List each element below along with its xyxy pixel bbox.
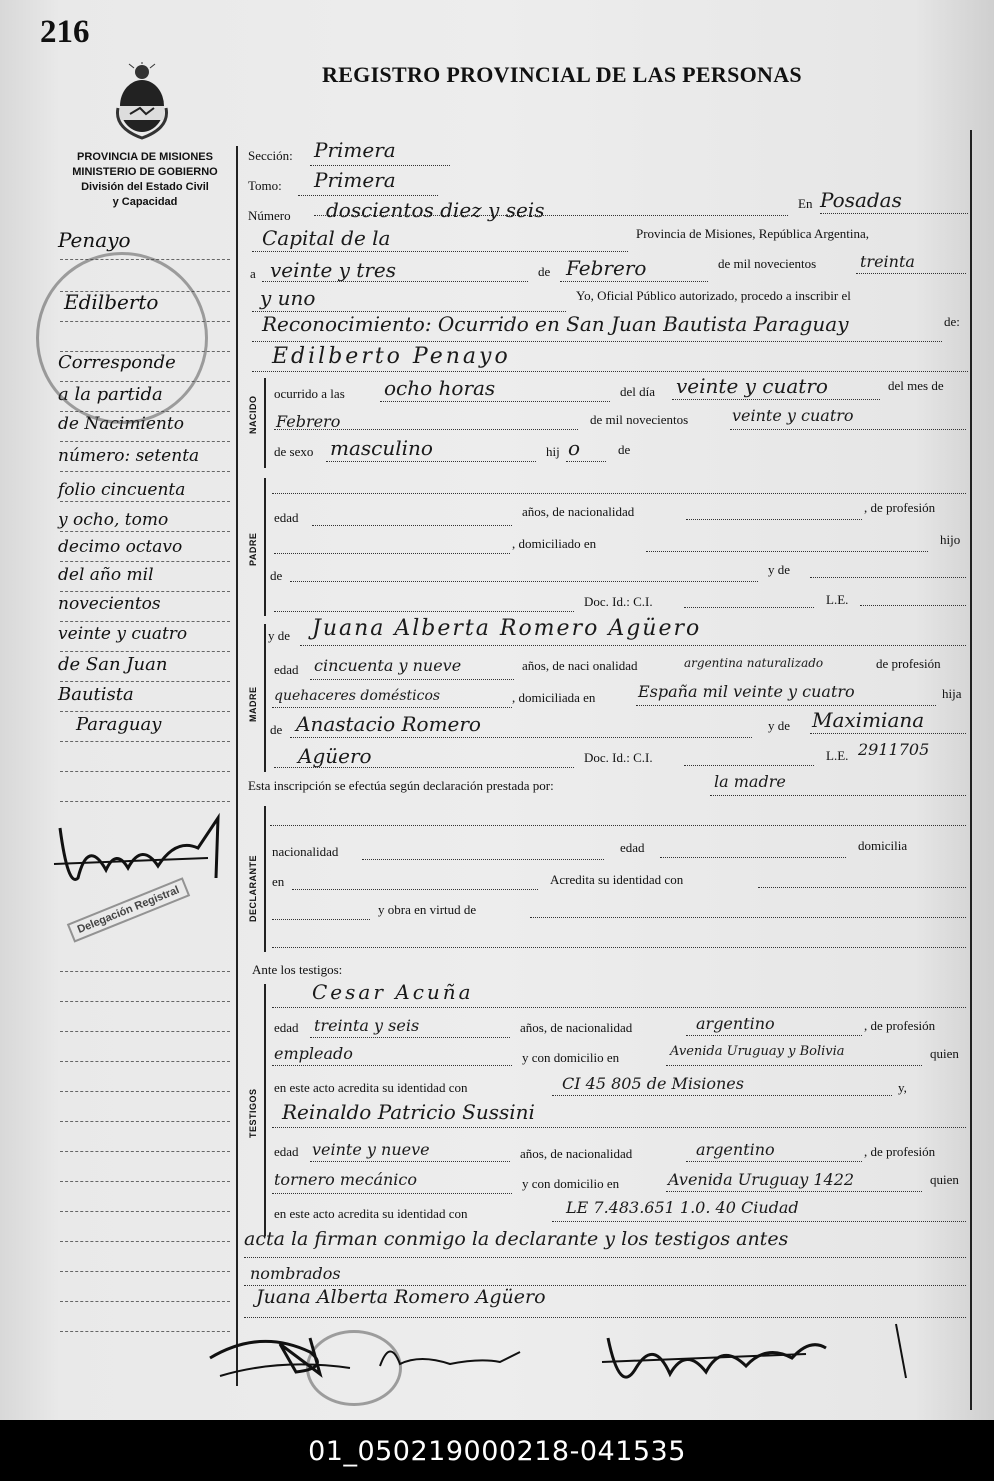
- nacido-de-label: de: [618, 442, 631, 457]
- right-border: [970, 130, 972, 1410]
- section-border: [264, 624, 266, 772]
- nombre-value: Edilberto Penayo: [272, 344, 511, 369]
- padre-le-label: L.E.: [826, 592, 849, 607]
- hijo-label: hij: [546, 444, 560, 459]
- testigo2-edad: veinte y nueve: [312, 1140, 430, 1159]
- margin-note-line: a la partida: [58, 384, 163, 405]
- testigo1-profesion-label: , de profesión: [864, 1018, 936, 1033]
- registry-title: REGISTRO PROVINCIAL DE LAS PERSONAS: [322, 62, 802, 87]
- official-signature: [596, 1318, 916, 1398]
- section-border: [264, 378, 266, 468]
- madre-edad-label: edad: [274, 662, 299, 677]
- margin-note-line: Edilberto: [64, 290, 159, 314]
- declarante-edad-label: edad: [620, 840, 645, 855]
- seccion-value: Primera: [314, 138, 396, 162]
- testigo1-edad-label: edad: [274, 1020, 299, 1035]
- testigos-side-label: TESTIGOS: [248, 1088, 258, 1138]
- testigo1-profesion: empleado: [274, 1044, 353, 1063]
- en-label: En: [798, 196, 813, 211]
- madre-side-label: MADRE: [248, 686, 258, 722]
- margin-note-line: folio cincuenta: [58, 480, 186, 500]
- testigo2-identidad: LE 7.483.651 1.0. 40 Ciudad: [566, 1198, 799, 1217]
- padre-side-label: PADRE: [248, 532, 258, 566]
- testigo2-domicilio: Avenida Uruguay 1422: [668, 1170, 855, 1189]
- testigo2-profesion: tornero mecánico: [274, 1170, 418, 1189]
- office-line: PROVINCIA DE MISIONES: [77, 151, 213, 163]
- ocurrido-label: ocurrido a las: [274, 386, 345, 401]
- padre-profesion-label: , de profesión: [864, 500, 936, 515]
- margin-note-line: veinte y cuatro: [58, 624, 188, 644]
- madre-edad-value: cincuenta y nueve: [314, 656, 462, 675]
- testigo1-edad: treinta y seis: [314, 1016, 420, 1035]
- anio-text: de mil novecientos: [718, 256, 817, 271]
- nacido-mes-value: Febrero: [276, 412, 341, 431]
- del-dia-label: del día: [620, 384, 656, 399]
- madre-anios-label: años, de naci onalidad: [522, 658, 638, 673]
- declarante-en-label: en: [272, 874, 285, 889]
- padre-domiciliado-label: , domiciliado en: [512, 536, 597, 551]
- de-colon: de:: [944, 314, 960, 329]
- abuela-value: Maximiana: [812, 708, 925, 732]
- cierre-linea-1: acta la firman conmigo la declarante y los testigos antes: [244, 1228, 789, 1250]
- provincia-text: Provincia de Misiones, República Argentina,: [636, 226, 869, 241]
- en-value: Posadas: [820, 188, 902, 212]
- testigo1-domicilio: Avenida Uruguay y Bolivia: [670, 1044, 845, 1059]
- declaracion-text: Esta inscripción se efectúa según declaración prestada por:: [248, 778, 554, 793]
- witness-signature: [200, 1318, 540, 1394]
- oficial-text: Yo, Oficial Público autorizado, procedo a inscribir el: [576, 288, 851, 303]
- padre-de-label: de: [270, 568, 283, 583]
- sexo-value: masculino: [330, 436, 433, 460]
- nacido-anio-value: veinte y cuatro: [732, 406, 854, 425]
- abuela-value-cont: Agüero: [298, 744, 372, 768]
- anio-value: treinta: [860, 252, 915, 271]
- testigo1-anios-label: años, de nacionalidad: [520, 1020, 633, 1035]
- mes-value: Febrero: [566, 256, 647, 280]
- seccion-label: Sección:: [248, 148, 293, 163]
- testigo2-nacionalidad: argentino: [696, 1140, 775, 1159]
- testigo2-profesion-label: , de profesión: [864, 1144, 936, 1159]
- nacido-side-label: NACIDO: [248, 395, 258, 434]
- coat-of-arms-icon: [112, 62, 172, 142]
- madre-de-label: de: [270, 722, 283, 737]
- margin-signature: [48, 808, 228, 898]
- margin-note-line: y ocho, tomo: [58, 510, 169, 530]
- testigo2-edad-label: edad: [274, 1144, 299, 1159]
- padre-edad-label: edad: [274, 510, 299, 525]
- sexo-label: de sexo: [274, 444, 314, 459]
- office-line: División del Estado Civil: [81, 181, 209, 193]
- margin-note-line: Penayo: [58, 228, 131, 252]
- margin-note-line: número: setenta: [58, 446, 200, 466]
- madre-hija-label: hija: [942, 686, 962, 701]
- testigo1-quien-label: quien: [930, 1046, 959, 1061]
- office-block: [50, 150, 240, 210]
- declarante-side-label: DECLARANTE: [248, 855, 258, 922]
- madre-profesion-label: de profesión: [876, 656, 941, 671]
- official-stamp: [36, 252, 208, 424]
- page-number: 216: [40, 14, 90, 50]
- testigo2-quien-label: quien: [930, 1172, 959, 1187]
- margin-note-line: Corresponde: [58, 352, 176, 373]
- testigo2-acredita-label: en este acto acredita su identidad con: [274, 1206, 468, 1221]
- testigo2-anios-label: años, de nacionalidad: [520, 1146, 633, 1161]
- margin-note-line: de Nacimiento: [58, 414, 184, 434]
- madre-domicilio-value: España mil veinte y cuatro: [638, 682, 855, 701]
- testigo2-domicilio-label: y con domicilio en: [522, 1176, 620, 1191]
- testigo1-nacionalidad: argentino: [696, 1014, 775, 1033]
- hora-value: ocho horas: [384, 376, 496, 400]
- numero-label: Número: [248, 208, 291, 223]
- de-label: de: [538, 264, 551, 279]
- testigo1-nombre: Cesar Acuña: [312, 980, 474, 1004]
- margin-note-line: del año mil: [58, 565, 154, 585]
- abuelo-value: Anastacio Romero: [296, 712, 481, 736]
- madre-doc-label: Doc. Id.: C.I.: [584, 750, 653, 765]
- padre-y-de-label: y de: [768, 562, 791, 577]
- madre-le-value: 2911705: [858, 740, 930, 759]
- acto-value: Reconocimiento: Ocurrido en San Juan Bautista Paraguay: [262, 312, 849, 336]
- margin-note-line: de San Juan: [58, 654, 168, 675]
- madre-y-de-label2: y de: [768, 718, 791, 733]
- declaracion-value: la madre: [714, 772, 786, 791]
- madre-nacionalidad-value: argentina naturalizado: [684, 656, 824, 670]
- firma-declarante: Juana Alberta Romero Agüero: [256, 1286, 546, 1308]
- dia-value: veinte y tres: [270, 258, 396, 282]
- madre-domiciliada-label: , domiciliada en: [512, 690, 596, 705]
- footer-code: 01_050219000218-041535: [0, 1426, 994, 1481]
- margin-note-line: Bautista: [58, 684, 134, 705]
- office-line: MINISTERIO DE GOBIERNO: [72, 166, 218, 178]
- testigo1-identidad: CI 45 805 de Misiones: [562, 1074, 744, 1093]
- testigo1-domicilio-label: y con domicilio en: [522, 1050, 620, 1065]
- padre-hijo-label: hijo: [940, 532, 961, 547]
- testigo1-y-label: y,: [898, 1080, 907, 1095]
- margin-note-line: decimo octavo: [58, 537, 183, 557]
- padre-doc-label: Doc. Id.: C.I.: [584, 594, 653, 609]
- nacido-dia-value: veinte y cuatro: [676, 374, 828, 398]
- a-label: a: [250, 266, 256, 281]
- declarante-obra-label: y obra en virtud de: [378, 902, 477, 917]
- padre-anios-label: años, de nacionalidad: [522, 504, 635, 519]
- testigo1-acredita-label: en este acto acredita su identidad con: [274, 1080, 468, 1095]
- declarante-domicilia-label: domicilia: [858, 838, 908, 853]
- anio-value-cont: y uno: [260, 286, 316, 310]
- section-border: [264, 478, 266, 616]
- section-border: [264, 984, 266, 1236]
- madre-nombre-value: Juana Alberta Romero Agüero: [312, 616, 702, 641]
- tomo-label: Tomo:: [248, 178, 282, 193]
- nacido-anio-label: de mil novecientos: [590, 412, 689, 427]
- section-border: [264, 806, 266, 952]
- numero-value: doscientos diez y seis: [326, 198, 545, 222]
- declarante-nacionalidad-label: nacionalidad: [272, 844, 339, 859]
- hijo-value: o: [568, 436, 581, 460]
- ante-testigos-label: Ante los testigos:: [252, 962, 343, 977]
- left-column-border: [236, 146, 238, 1386]
- cierre-linea-2: nombrados: [250, 1264, 341, 1283]
- del-mes-label: del mes de: [888, 378, 944, 393]
- stamp-text: Delegación Registral: [75, 884, 182, 936]
- capital-value: Capital de la: [262, 226, 391, 250]
- madre-le-label: L.E.: [826, 748, 849, 763]
- margin-note-line: Paraguay: [76, 714, 162, 735]
- declarante-acredita-label: Acredita su identidad con: [550, 872, 684, 887]
- madre-profesion-value: quehaceres domésticos: [274, 688, 441, 704]
- tomo-value: Primera: [314, 168, 396, 192]
- madre-y-de-label: y de: [268, 628, 291, 643]
- testigo2-nombre: Reinaldo Patricio Sussini: [282, 1100, 535, 1124]
- office-line: y Capacidad: [112, 196, 178, 208]
- margin-note-line: novecientos: [58, 594, 161, 614]
